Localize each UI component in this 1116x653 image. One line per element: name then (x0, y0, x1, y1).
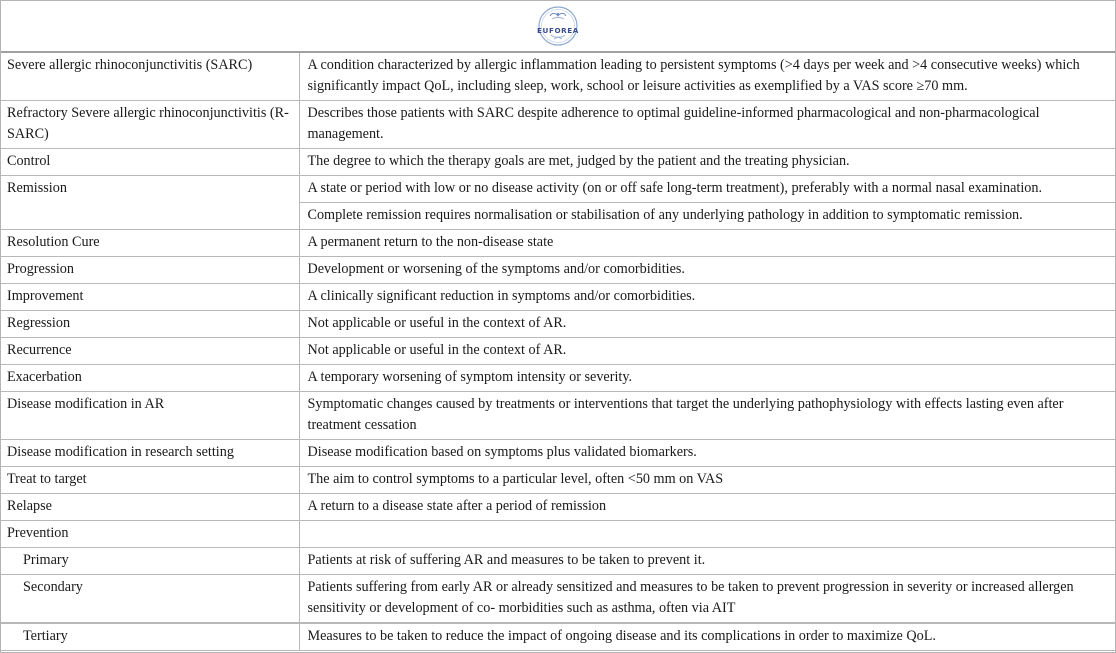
definition-cell: A condition characterized by allergic inflammation leading to persistent symptoms (>4 days per week and >4 consecutive weeks) which significantly impact QoL, including sleep, work, school or leisure activities as exemplified by a VAS score ≥70 mm. (299, 53, 1115, 101)
table-row (1, 257, 1115, 284)
term-cell: Disease modification in AR (1, 392, 299, 440)
definition-cell: Symptomatic changes caused by treatments or interventions that target the underlying pathophysiology with effects lasting even after treatment cessation (299, 392, 1115, 440)
definition-cell: Patients suffering from early AR or already sensitized and measures to be taken to prevent progression in severity or increased allergen sensitivity or development of co- morbidities such as asthma, often via AIT (299, 575, 1115, 624)
term-cell: Progression (1, 257, 299, 284)
table-row (1, 338, 1115, 365)
definition-cell: Disease modification based on symptoms plus validated biomarkers. (299, 440, 1115, 467)
logo-header (1, 1, 1115, 53)
logo-text: EUFOREA (537, 26, 579, 35)
definition-cell: A return to a disease state after a period of remission (299, 494, 1115, 521)
term-cell: Improvement (1, 284, 299, 311)
term-cell: Relapse (1, 494, 299, 521)
term-cell: Primary (1, 548, 299, 575)
term-cell: Treat to target (1, 467, 299, 494)
table-row (1, 494, 1115, 521)
definition-cell: Not applicable or useful in the context of AR. (299, 311, 1115, 338)
term-cell: Tertiary (1, 623, 299, 651)
table-row (1, 365, 1115, 392)
definition-cell: Measures to be taken to reduce the impact of ongoing disease and its complications in order to maximize QoL. (299, 623, 1115, 651)
term-cell: Regression (1, 311, 299, 338)
table-row (1, 440, 1115, 467)
definitions-table (1, 53, 1115, 651)
definition-cell: The aim to control symptoms to a particular level, often <50 mm on VAS (299, 467, 1115, 494)
term-cell: Secondary (1, 575, 299, 624)
table-row (1, 53, 1115, 101)
table-row (1, 467, 1115, 494)
term-cell: Control (1, 149, 299, 176)
table-row (1, 311, 1115, 338)
definition-cell: A state or period with low or no disease activity (on or off safe long-term treatment), preferably with a normal nasal examination. (299, 176, 1115, 203)
definition-cell: A temporary worsening of symptom intensity or severity. (299, 365, 1115, 392)
table-row (1, 176, 1115, 203)
euforea-logo (534, 4, 582, 48)
term-cell: Remission (1, 176, 299, 230)
table-row (1, 548, 1115, 575)
term-cell: Resolution Cure (1, 230, 299, 257)
definition-cell: Patients at risk of suffering AR and measures to be taken to prevent it. (299, 548, 1115, 575)
table-row (1, 230, 1115, 257)
table-row (1, 623, 1115, 651)
table-row (1, 284, 1115, 311)
table-row (1, 521, 1115, 548)
definition-cell: The degree to which the therapy goals are met, judged by the patient and the treating physician. (299, 149, 1115, 176)
definition-cell: Development or worsening of the symptoms and/or comorbidities. (299, 257, 1115, 284)
term-cell: Severe allergic rhinoconjunctivitis (SARC) (1, 53, 299, 101)
term-cell: Disease modification in research setting (1, 440, 299, 467)
table-row (1, 575, 1115, 624)
table-row (1, 392, 1115, 440)
table-row (1, 149, 1115, 176)
table-row (1, 101, 1115, 149)
term-cell: Exacerbation (1, 365, 299, 392)
term-cell: Prevention (1, 521, 299, 548)
term-cell: Recurrence (1, 338, 299, 365)
definition-cell: A clinically significant reduction in symptoms and/or comorbidities. (299, 284, 1115, 311)
definition-cell: Complete remission requires normalisation or stabilisation of any underlying pathology in addition to symptomatic remission. (299, 203, 1115, 230)
definition-cell (299, 521, 1115, 548)
definition-cell: A permanent return to the non-disease state (299, 230, 1115, 257)
definition-cell: Not applicable or useful in the context of AR. (299, 338, 1115, 365)
definition-cell: Describes those patients with SARC despite adherence to optimal guideline-informed pharmacological and non-pharmacological management. (299, 101, 1115, 149)
term-cell: Refractory Severe allergic rhinoconjunctivitis (R-SARC) (1, 101, 299, 149)
